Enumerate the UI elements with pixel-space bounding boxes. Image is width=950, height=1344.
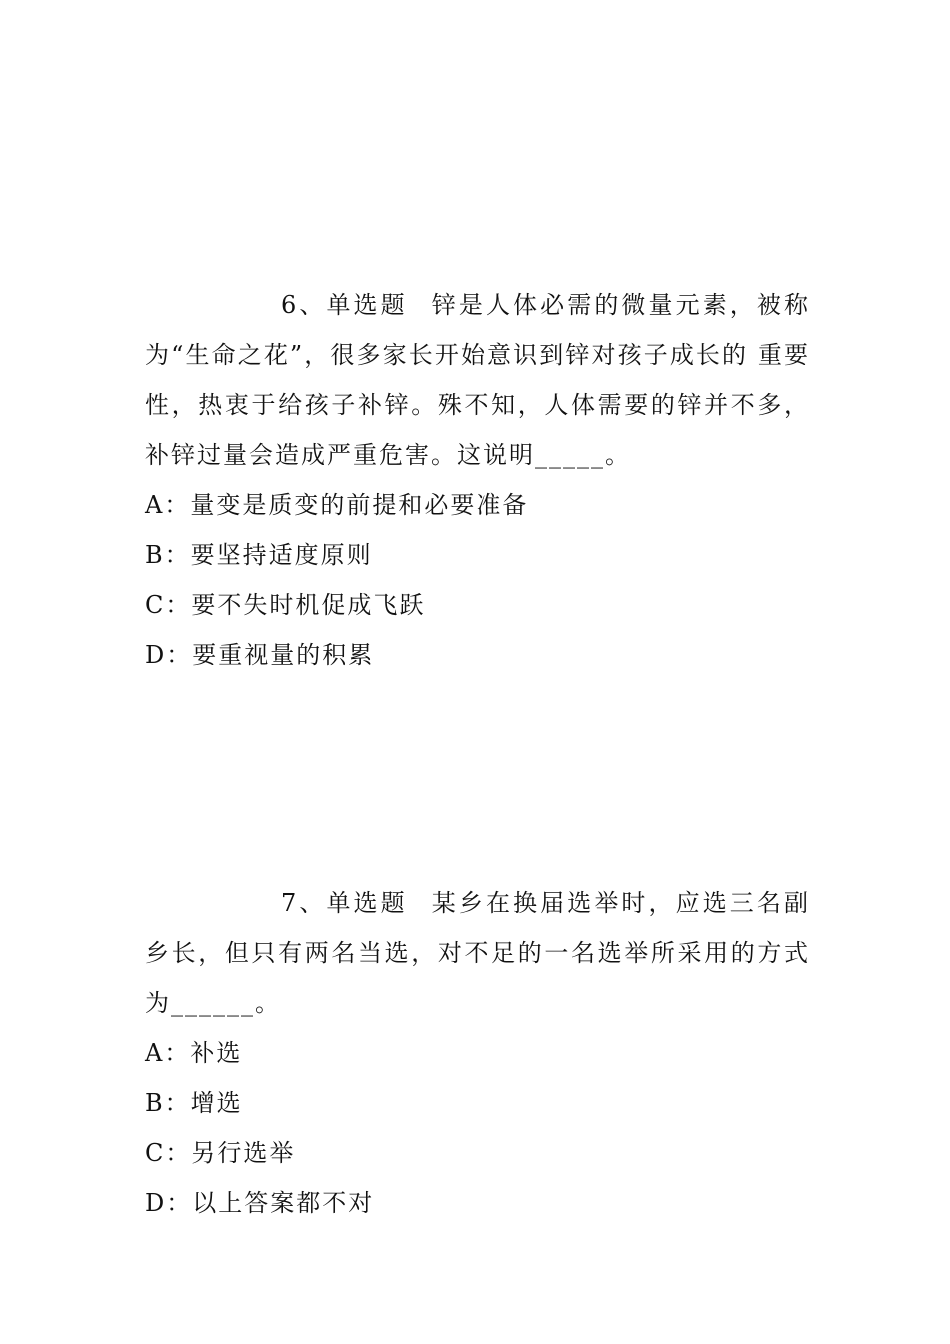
- option-a: A：量变是质变的前提和必要准备: [145, 491, 529, 519]
- option-c: C：要不失时机促成飞跃: [145, 591, 426, 619]
- question-text: 锌是人体必需的微量元素，被称为“生命之花”，很多家长开始意识到锌对孩子成长的 重要性，热衷于给孩子补锌。殊不知，人体需要的锌并不多，补锌过量会造成严重危害。这说明_____。: [145, 291, 810, 469]
- option-b: B：增选: [145, 1089, 243, 1117]
- question-text: 某乡在换届选举时，应选三名副乡长，但只有两名当选，对不足的一名选举所采用的方式为______。: [145, 889, 810, 1017]
- question-stem: [145, 878, 810, 1028]
- question-7: [145, 878, 810, 1228]
- option-c: C：另行选举: [145, 1139, 296, 1167]
- option-d: D：要重视量的积累: [145, 641, 375, 669]
- option-list: [145, 1028, 810, 1228]
- option-a: A：补选: [145, 1039, 243, 1067]
- option-d: D：以上答案都不对: [145, 1189, 375, 1217]
- question-6: [145, 280, 810, 680]
- option-b: B：要坚持适度原则: [145, 541, 373, 569]
- question-label: 6、单选题: [281, 291, 408, 319]
- question-label: 7、单选题: [281, 889, 408, 917]
- question-stem: [145, 280, 810, 480]
- option-list: [145, 480, 810, 680]
